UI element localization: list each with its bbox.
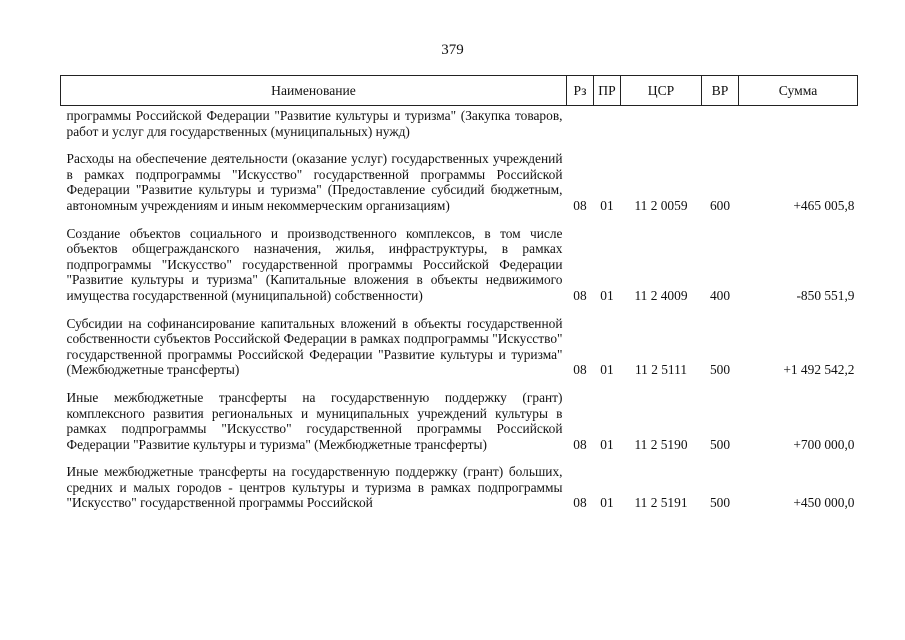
table-row <box>61 378 858 452</box>
row-csr: 11 2 0059 <box>634 197 688 213</box>
row-rz: 08 <box>573 436 587 452</box>
row-sum: +465 005,8 <box>793 197 855 213</box>
table-header-row <box>61 76 858 106</box>
header-pr: ПР <box>594 76 621 106</box>
row-pr: 01 <box>600 495 614 511</box>
row-vr <box>702 106 739 140</box>
row-name: Субсидии на софинансирование капитальных вложений в объекты государственной собственности субъектов Российской Федерации в рамках подпрограммы "Искусство" государственной программы Российской Федерации "Развитие культуры и туризма" (Межбюджетные трансферты) <box>66 315 563 378</box>
row-sum: +450 000,0 <box>793 495 855 511</box>
row-csr: 11 2 4009 <box>634 287 688 303</box>
row-pr: 01 <box>600 197 614 213</box>
row-name: программы Российской Федерации "Развитие культуры и туризма" (Закупка товаров, работ и услуг для государственных (муниципальных) нужд) <box>66 108 563 139</box>
row-sum <box>739 106 858 140</box>
header-sum: Сумма <box>739 76 858 106</box>
row-rz: 08 <box>573 495 587 511</box>
header-vr: ВР <box>702 76 739 106</box>
row-name: Иные межбюджетные трансферты на государственную поддержку (грант) больших, средних и малых городов - центров культуры и туризма в рамках подпрограммы "Искусство" государственной программы Российской <box>66 464 563 511</box>
row-vr: 600 <box>709 197 731 213</box>
table-row <box>61 214 858 304</box>
row-vr: 400 <box>709 287 731 303</box>
row-csr: 11 2 5191 <box>634 495 688 511</box>
row-pr <box>594 106 621 140</box>
row-rz <box>567 106 594 140</box>
row-vr: 500 <box>709 495 731 511</box>
row-pr: 01 <box>600 436 614 452</box>
row-pr: 01 <box>600 287 614 303</box>
row-pr: 01 <box>600 362 614 378</box>
table-row <box>61 139 858 213</box>
row-name: Расходы на обеспечение деятельности (оказание услуг) государственных учреждений в рамках подпрограммы "Искусство" государственной программы Российской Федерации "Развитие культуры и туризма" (Предоставление субсидий бюджетным, автономным учреждениям и иным некоммерческим организациям) <box>66 151 563 213</box>
header-rz: Рз <box>567 76 594 106</box>
row-vr: 500 <box>709 436 731 452</box>
header-name: Наименование <box>61 76 567 106</box>
page-number: 379 <box>441 42 464 58</box>
row-sum: +700 000,0 <box>793 436 855 452</box>
row-sum: +1 492 542,2 <box>783 362 855 378</box>
row-name: Иные межбюджетные трансферты на государственную поддержку (грант) комплексного развития региональных и муниципальных учреждений культуры в рамках подпрограммы "Искусство" государственной программы Российской Федерации "Развитие культуры и туризма" (Межбюджетные трансферты) <box>66 389 563 452</box>
header-csr: ЦСР <box>621 76 702 106</box>
row-sum: -850 551,9 <box>796 287 855 303</box>
row-rz: 08 <box>573 287 587 303</box>
row-vr: 500 <box>709 362 731 378</box>
row-rz: 08 <box>573 197 587 213</box>
row-rz: 08 <box>573 362 587 378</box>
table-row <box>61 304 858 378</box>
row-csr: 11 2 5111 <box>634 362 688 378</box>
row-csr <box>621 106 702 140</box>
budget-table <box>60 75 858 511</box>
row-name: Создание объектов социального и производственного комплексов, в том числе объектов общегражданского назначения, жилья, инфраструктуры, в рамках подпрограммы "Искусство" государственной программы Российской Федерации "Развитие культуры и туризма" (Капитальные вложения в объекты недвижимого имущества государственной (муниципальной) собственности) <box>66 225 563 303</box>
table-row <box>61 106 858 140</box>
row-csr: 11 2 5190 <box>634 436 688 452</box>
table-row <box>61 452 858 511</box>
